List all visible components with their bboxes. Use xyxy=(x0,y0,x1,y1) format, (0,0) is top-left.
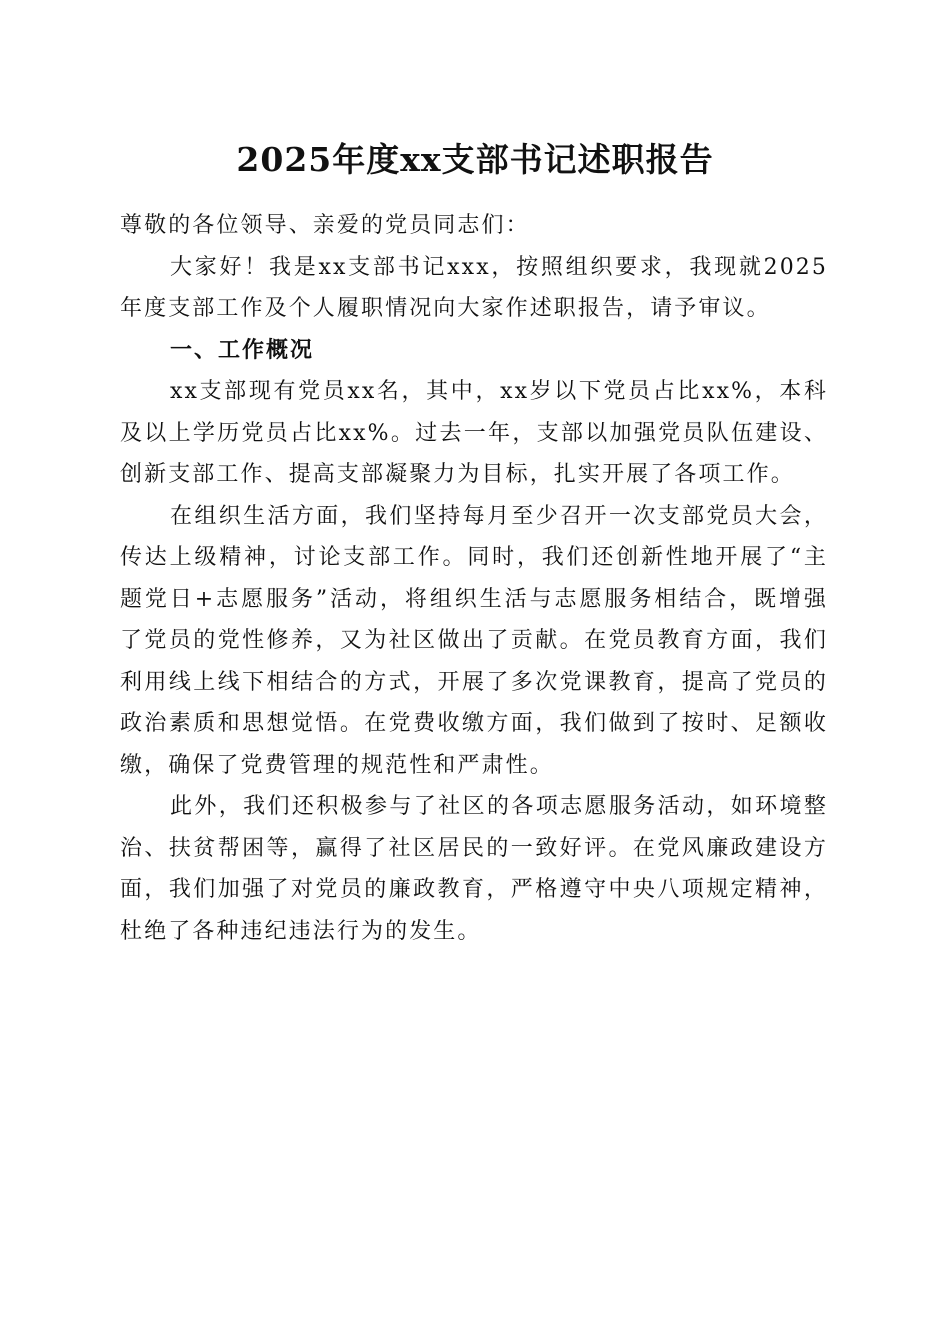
opening-paragraph: 大家好！我是xx支部书记xxx，按照组织要求，我现就2025年度支部工作及个人履职情况向大家作述职报告，请予审议。 xyxy=(120,254,828,321)
paragraph-overview: xx支部现有党员xx名，其中，xx岁以下党员占比xx%，本科及以上学历党员占比xx%。过去一年，支部以加强党员队伍建设、创新支部工作、提高支部凝聚力为目标，扎实开展了各项工作。 xyxy=(120,379,828,487)
section-heading: 一、工作概况 xyxy=(170,337,315,363)
paragraph-organization-life: 在组织生活方面，我们坚持每月至少召开一次支部党员大会，传达上级精神，讨论支部工作。同时，我们还创新性地开展了“主题党日+志愿服务”活动，将组织生活与志愿服务相结合，既增强了党员的党性修养，又为社区做出了贡献。在党员教育方面，我们利用线上线下相结合的方式，开展了多次党课教育，提高了党员的政治素质和思想觉悟。在党费收缴方面，我们做到了按时、足额收缴，确保了党费管理的规范性和严肃性。 xyxy=(120,503,828,778)
salutation: 尊敬的各位领导、亲爱的党员同志们： xyxy=(120,213,530,238)
document-body xyxy=(120,205,828,952)
paragraph-volunteer-integrity: 此外，我们还积极参与了社区的各项志愿服务活动，如环境整治、扶贫帮困等，赢得了社区居民的一致好评。在党风廉政建设方面，我们加强了对党员的廉政教育，严格遵守中央八项规定精神，杜绝了各种违纪违法行为的发生。 xyxy=(120,794,828,944)
page-title: 2025年度xx支部书记述职报告 xyxy=(236,140,714,179)
